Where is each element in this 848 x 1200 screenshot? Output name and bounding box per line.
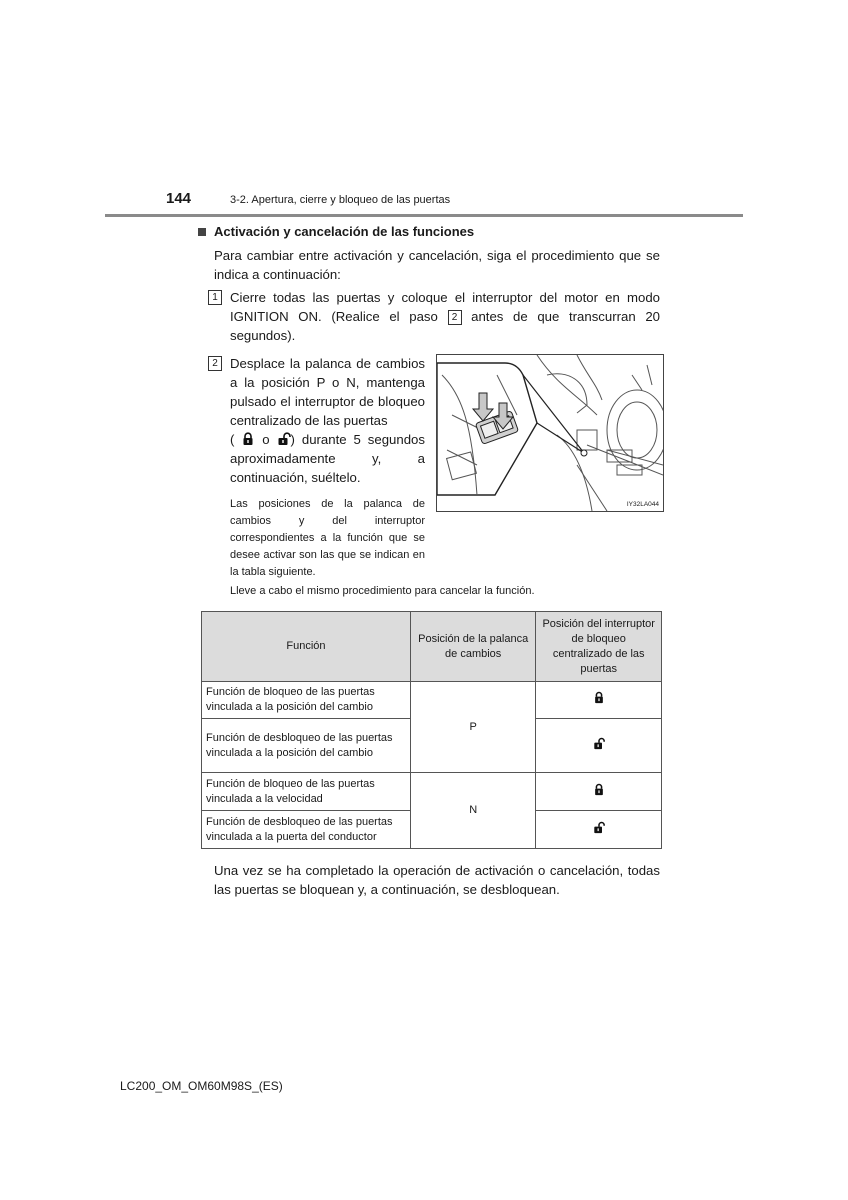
switch-cell xyxy=(536,682,662,719)
repeat-note: Lleve a cabo el mismo procedimiento para cancelar la función. xyxy=(230,585,535,597)
step-ref-2: 2 xyxy=(448,310,462,325)
function-cell: Función de bloqueo de las puertas vinculada a la velocidad xyxy=(202,773,411,811)
figure-code: IY32LA044 xyxy=(626,501,659,508)
step-2-text-b: ) durante 5 segundos aproximadamente y, a continuación, suéltelo. xyxy=(230,432,425,485)
step-2-paren-open: ( xyxy=(230,432,235,447)
function-table xyxy=(201,611,662,849)
section-title: 3-2. Apertura, cierre y bloqueo de las puertas xyxy=(230,194,451,206)
step-2-text-a: Desplace la palanca de cambios a la posición P o N, mantenga pulsado el interruptor de bloqueo centralizado de las puertas xyxy=(230,356,425,428)
step-1-number: 1 xyxy=(208,290,222,305)
dashboard-illustration xyxy=(437,355,663,511)
table-header-row xyxy=(202,612,662,682)
step-2-or: o xyxy=(255,432,277,447)
intro-paragraph: Para cambiar entre activación y cancelación, siga el procedimiento que se indica a continuación: xyxy=(214,248,660,282)
small-note: Las posiciones de la palanca de cambios y del interruptor correspondientes a la función que se desee activar son las que se indican en la tabla siguiente. xyxy=(230,498,425,578)
function-cell: Función de bloqueo de las puertas vinculada a la posición del cambio xyxy=(202,682,411,719)
header-rule xyxy=(105,214,743,217)
lock-icon xyxy=(241,432,255,446)
switch-cell xyxy=(536,811,662,849)
step-1-text-b: antes de que transcurran 20 segundos). xyxy=(230,309,660,343)
shift-position-cell: P xyxy=(410,682,535,773)
step-2-number: 2 xyxy=(208,356,222,371)
bullet-square-icon xyxy=(198,228,206,236)
outro-paragraph: Una vez se ha completado la operación de activación o cancelación, todas las puertas se bloquean y, a continuación, se desbloquean. xyxy=(214,863,660,897)
unlock-icon xyxy=(277,432,291,446)
table-row xyxy=(202,773,662,811)
function-cell: Función de desbloqueo de las puertas vinculada a la posición del cambio xyxy=(202,719,411,773)
step-1-text xyxy=(230,288,660,345)
lock-icon xyxy=(593,691,605,704)
subheading xyxy=(198,224,474,239)
header-shift-position: Posición de la palanca de cambios xyxy=(410,612,535,682)
unlock-icon xyxy=(593,821,605,834)
subheading-text: Activación y cancelación de las funciones xyxy=(214,224,475,239)
table-row xyxy=(202,682,662,719)
header-switch-position: Posición del interruptor de bloqueo centralizado de las puertas xyxy=(536,612,662,682)
step-1-text-a: Cierre todas las puertas y coloque el interruptor del motor en modo IGNITION ON. (Realice el paso xyxy=(230,290,660,324)
header-function: Función xyxy=(202,612,411,682)
function-cell: Función de desbloqueo de las puertas vinculada a la puerta del conductor xyxy=(202,811,411,849)
step-2-text xyxy=(230,354,425,487)
unlock-icon xyxy=(593,737,605,750)
switch-cell xyxy=(536,719,662,773)
illustration-door-lock-switch xyxy=(436,354,664,512)
switch-cell xyxy=(536,773,662,811)
shift-position-cell: N xyxy=(410,773,535,849)
lock-icon xyxy=(593,783,605,796)
page-number: 144 xyxy=(166,190,192,207)
footer-code: LC200_OM_OM60M98S_(ES) xyxy=(120,1079,283,1093)
